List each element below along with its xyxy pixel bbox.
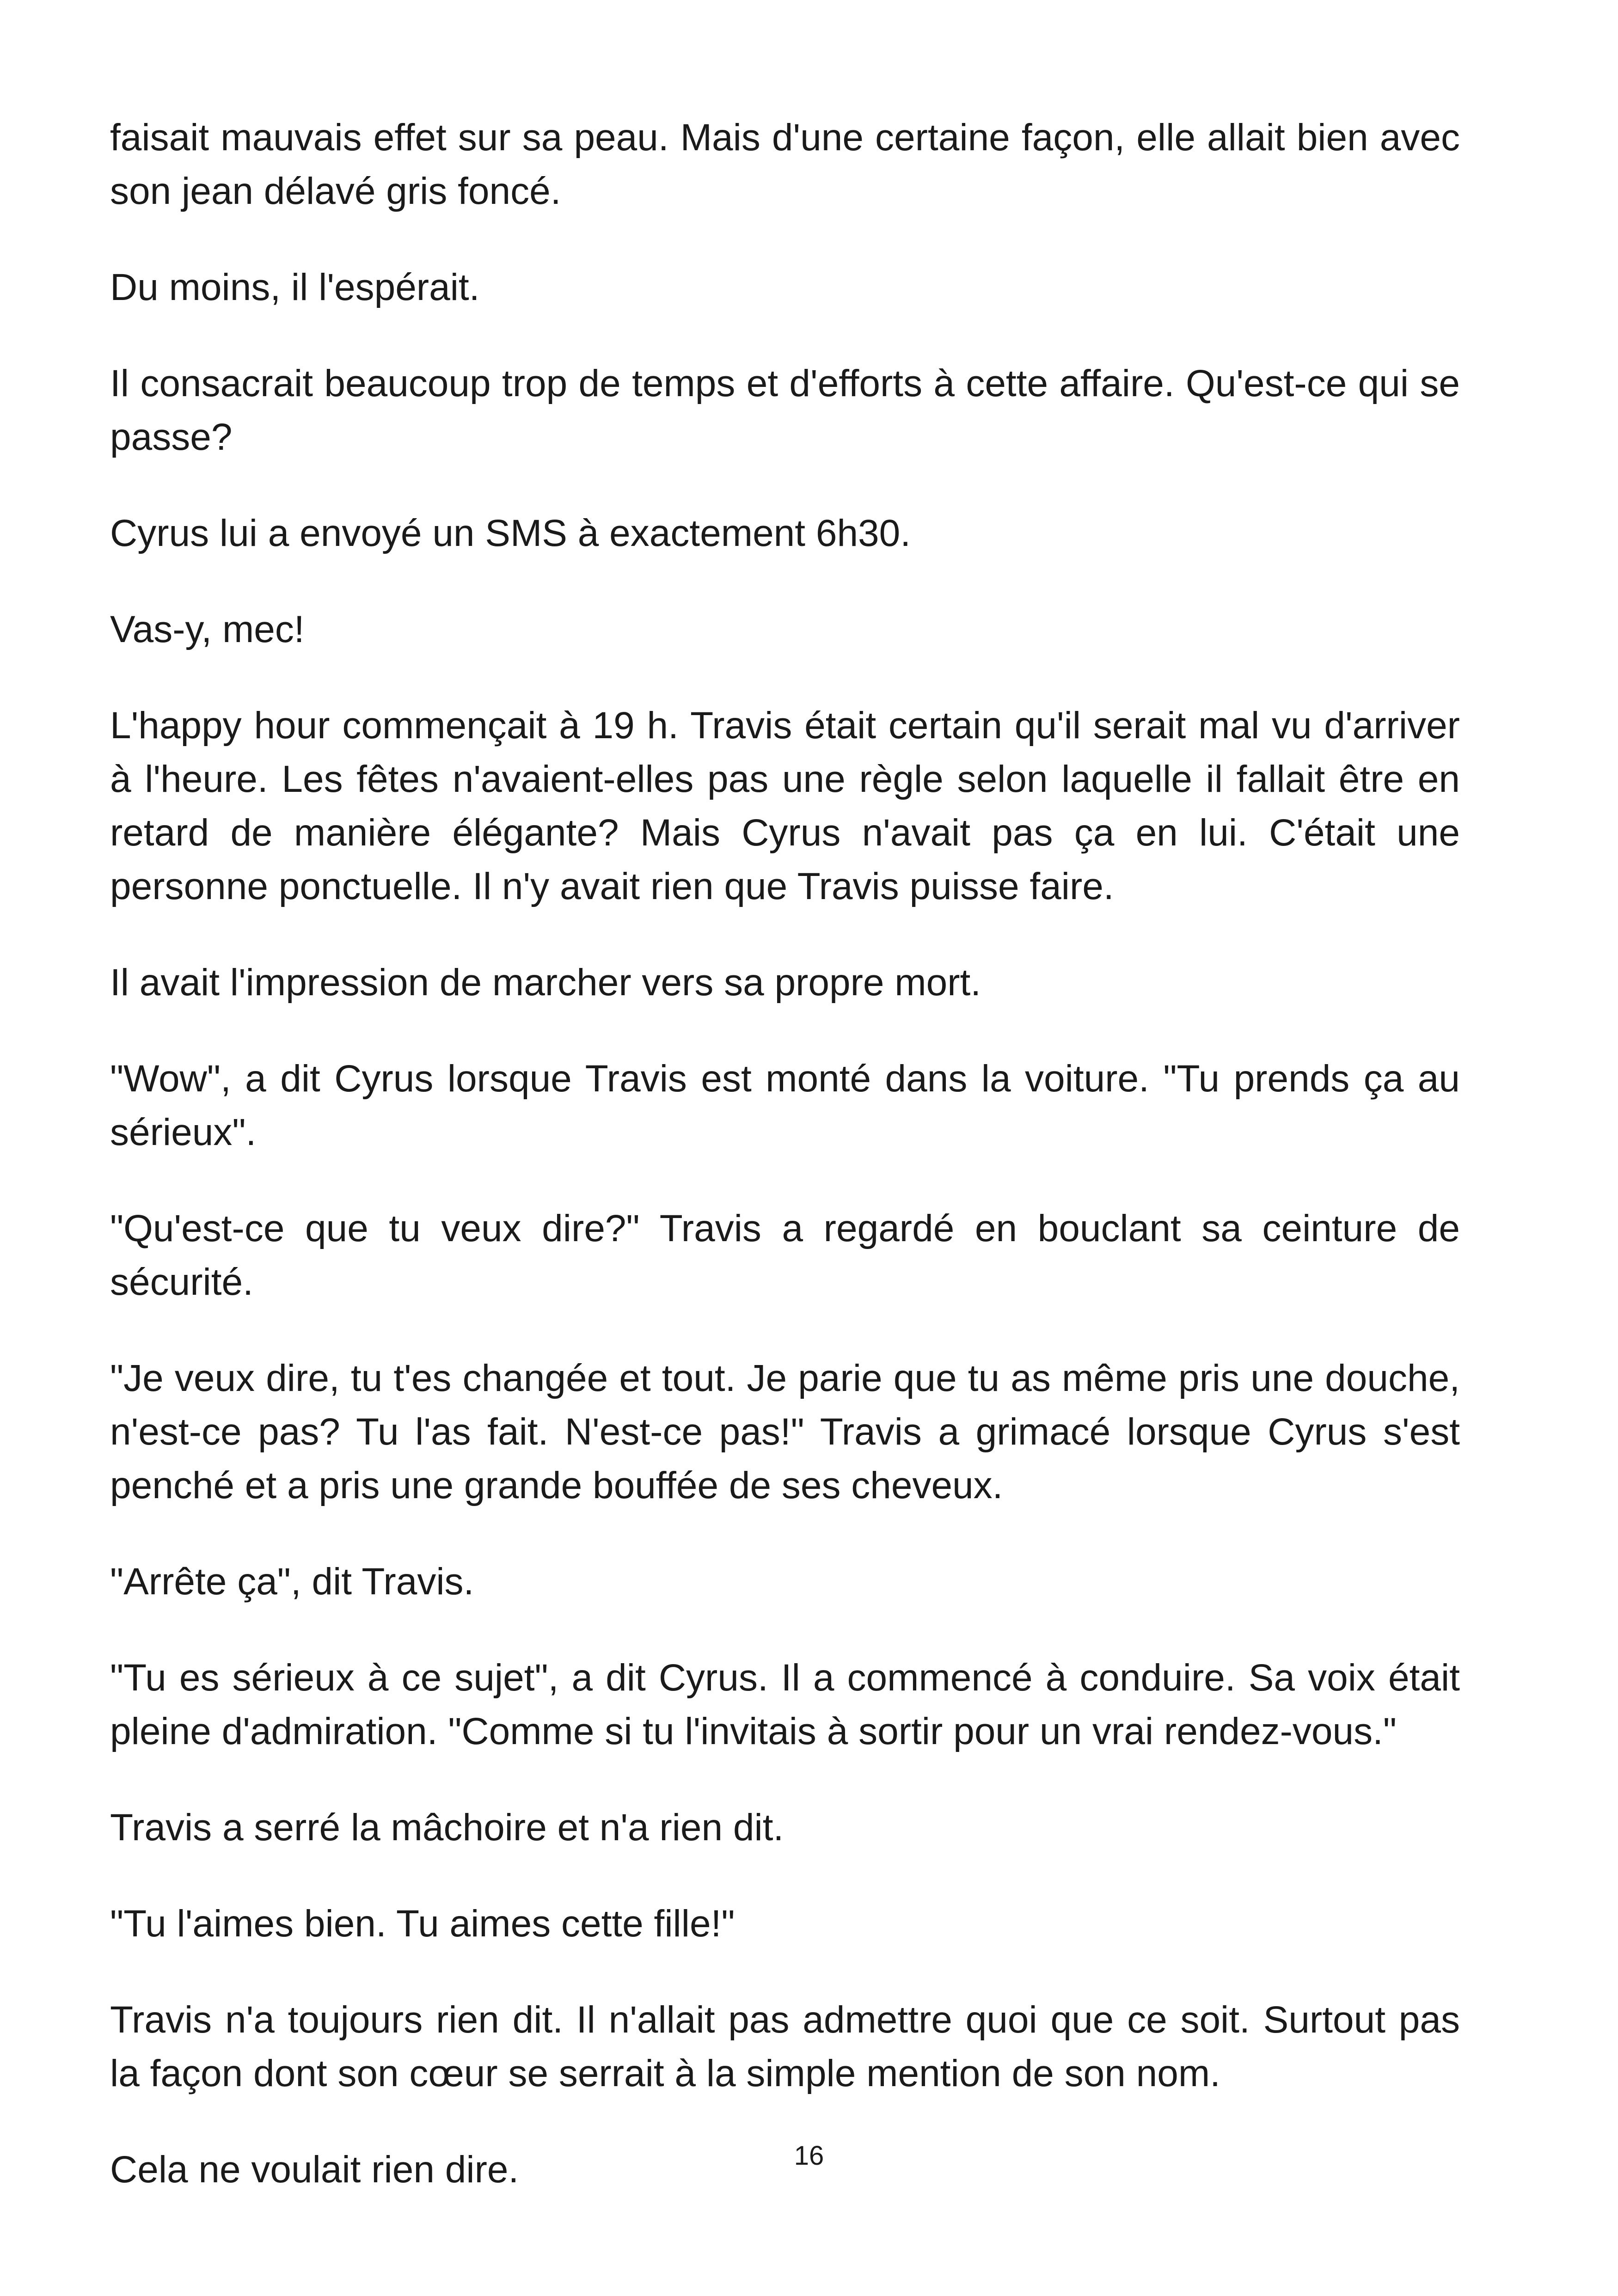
paragraph: "Wow", a dit Cyrus lorsque Travis est monté dans la voiture. "Tu prends ça au sérieux".: [110, 1058, 1460, 1153]
paragraph: Cela ne voulait rien dire.: [110, 2149, 519, 2191]
text-body: [110, 111, 1460, 2239]
paragraph: "Tu es sérieux à ce sujet", a dit Cyrus. Il a commencé à conduire. Sa voix était pleine d'admiration. "Comme si tu l'invitais à sortir pour un vrai rendez-vous.": [110, 1657, 1460, 1752]
paragraph: faisait mauvais effet sur sa peau. Mais d'une certaine façon, elle allait bien avec son jean délavé gris foncé.: [110, 116, 1460, 212]
paragraph: Travis n'a toujours rien dit. Il n'allait pas admettre quoi que ce soit. Surtout pas la façon dont son cœur se serrait à la simple mention de son nom.: [110, 1999, 1460, 2094]
page-number: 16: [794, 2141, 824, 2171]
paragraph: Il consacrait beaucoup trop de temps et d'efforts à cette affaire. Qu'est-ce qui se passe?: [110, 362, 1460, 458]
paragraph: Il avait l'impression de marcher vers sa propre mort.: [110, 961, 981, 1004]
paragraph: Cyrus lui a envoyé un SMS à exactement 6h30.: [110, 512, 911, 554]
paragraph: Vas-y, mec!: [110, 608, 305, 650]
paragraph: Travis a serré la mâchoire et n'a rien dit.: [110, 1806, 784, 1849]
paragraph: "Tu l'aimes bien. Tu aimes cette fille!": [110, 1903, 735, 1945]
paragraph: L'happy hour commençait à 19 h. Travis était certain qu'il serait mal vu d'arriver à l'heure. Les fêtes n'avaient-elles pas une règle selon laquelle il fallait être en retard de manière élégante? Mais Cyrus n'avait pas ça en lui. C'était une personne ponctuelle. Il n'y avait rien que Travis puisse faire.: [110, 704, 1460, 907]
paragraph: "Qu'est-ce que tu veux dire?" Travis a regardé en bouclant sa ceinture de sécurité.: [110, 1207, 1460, 1303]
paragraph: "Je veux dire, tu t'es changée et tout. Je parie que tu as même pris une douche, n'est-ce pas? Tu l'as fait. N'est-ce pas!" Travis a grimacé lorsque Cyrus s'est penché et a pris une grande bouffée de ses cheveux.: [110, 1357, 1460, 1506]
paragraph: "Arrête ça", dit Travis.: [110, 1561, 474, 1603]
paragraph: Du moins, il l'espérait.: [110, 266, 480, 308]
